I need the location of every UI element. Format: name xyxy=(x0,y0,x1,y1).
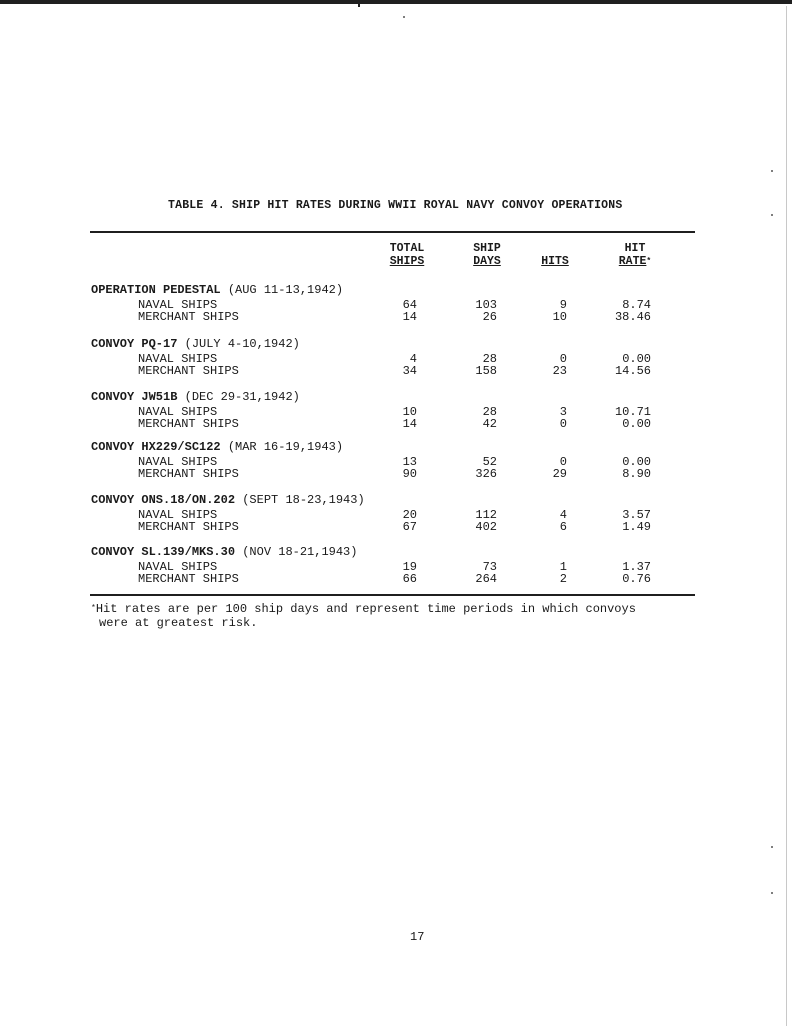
row-label: NAVAL SHIPS xyxy=(138,560,218,574)
row-label: NAVAL SHIPS xyxy=(138,298,218,312)
ship-days-cell: 28 xyxy=(482,405,497,419)
hit-rate-cell: 0.00 xyxy=(622,352,651,366)
convoy-dates: (DEC 29-31,1942) xyxy=(177,390,300,404)
total-ships-cell: 14 xyxy=(402,417,417,431)
total-ships-cell: 34 xyxy=(402,364,417,378)
convoy-title xyxy=(91,441,691,454)
page-number: 17 xyxy=(410,930,425,944)
hit-rate-cell: 1.37 xyxy=(622,560,651,574)
ship-days-cell: 73 xyxy=(482,560,497,574)
convoy-group xyxy=(91,284,691,323)
total-ships-cell: 20 xyxy=(402,508,417,522)
total-ships-cell: 4 xyxy=(409,352,417,366)
hit-rate-cell: 8.90 xyxy=(622,467,651,481)
row-label: MERCHANT SHIPS xyxy=(138,467,239,481)
header-total-line1: TOTAL xyxy=(389,242,425,255)
hit-rate-cell: 0.76 xyxy=(622,572,651,586)
header-days-line1: SHIP xyxy=(473,242,501,255)
hits-cell: 0 xyxy=(559,417,567,431)
convoy-dates: (MAR 16-19,1943) xyxy=(220,440,344,454)
hit-rate-cell: 1.49 xyxy=(622,520,651,534)
total-ships-cell: 90 xyxy=(402,467,417,481)
hits-cell: 3 xyxy=(559,405,567,419)
scan-top-border xyxy=(0,0,792,4)
ship-days-cell: 264 xyxy=(475,572,497,586)
hits-cell: 23 xyxy=(552,364,567,378)
row-label: NAVAL SHIPS xyxy=(138,405,218,419)
row-label: NAVAL SHIPS xyxy=(138,352,218,366)
convoy-group xyxy=(91,441,691,480)
convoy-name: CONVOY ONS.18/ON.202 xyxy=(91,493,236,507)
footnote-line2: were at greatest risk. xyxy=(99,616,258,630)
table-top-rule xyxy=(90,231,695,233)
convoy-name: CONVOY PQ-17 xyxy=(91,337,178,351)
ship-days-cell: 326 xyxy=(475,467,497,481)
header-total-line2: SHIPS xyxy=(389,255,425,268)
scan-speck xyxy=(403,16,405,18)
table-bottom-rule xyxy=(90,594,695,596)
convoy-dates: (NOV 18-21,1943) xyxy=(235,545,358,559)
ship-days-cell: 402 xyxy=(475,520,497,534)
convoy-name: CONVOY JW51B xyxy=(91,390,178,404)
hit-rate-cell: 0.00 xyxy=(622,417,651,431)
ship-days-cell: 112 xyxy=(475,508,497,522)
total-ships-cell: 67 xyxy=(402,520,417,534)
convoy-group xyxy=(91,338,691,377)
header-hits xyxy=(535,255,575,268)
scan-speck xyxy=(771,214,773,216)
row-label: NAVAL SHIPS xyxy=(138,455,218,469)
total-ships-cell: 64 xyxy=(402,298,417,312)
convoy-dates: (AUG 11-13,1942) xyxy=(220,283,344,297)
convoy-group xyxy=(91,546,691,585)
table-row xyxy=(91,365,691,378)
header-days-line2: DAYS xyxy=(473,255,501,268)
convoy-group xyxy=(91,494,691,533)
convoy-group xyxy=(91,391,691,430)
convoy-dates: (SEPT 18-23,1943) xyxy=(235,493,365,507)
ship-days-cell: 158 xyxy=(475,364,497,378)
header-hit-rate xyxy=(602,242,668,268)
hits-cell: 0 xyxy=(559,455,567,469)
scan-mark xyxy=(358,4,360,7)
table-title: TABLE 4. SHIP HIT RATES DURING WWII ROYAL NAVY CONVOY OPERATIONS xyxy=(168,199,623,212)
ship-days-cell: 28 xyxy=(482,352,497,366)
convoy-name: CONVOY SL.139/MKS.30 xyxy=(91,545,236,559)
hit-rate-cell: 3.57 xyxy=(622,508,651,522)
convoy-name: CONVOY HX229/SC122 xyxy=(91,440,221,454)
hit-rate-cell: 8.74 xyxy=(622,298,651,312)
row-label: MERCHANT SHIPS xyxy=(138,310,239,324)
convoy-title xyxy=(91,494,691,507)
hits-cell: 2 xyxy=(559,572,567,586)
ship-days-cell: 26 xyxy=(482,310,497,324)
row-label: MERCHANT SHIPS xyxy=(138,417,239,431)
footnote-marker: * xyxy=(91,604,96,613)
total-ships-cell: 10 xyxy=(402,405,417,419)
total-ships-cell: 19 xyxy=(402,560,417,574)
hits-cell: 4 xyxy=(559,508,567,522)
hits-cell: 1 xyxy=(559,560,567,574)
header-total-ships xyxy=(382,242,432,268)
footnote-line1: Hit rates are per 100 ship days and represent time periods in which convoys xyxy=(95,602,636,616)
header-rate-line1: HIT xyxy=(624,242,646,255)
hit-rate-cell: 38.46 xyxy=(614,310,651,324)
total-ships-cell: 13 xyxy=(402,455,417,469)
scan-speck xyxy=(771,846,773,848)
convoy-title xyxy=(91,284,691,297)
ship-days-cell: 42 xyxy=(482,417,497,431)
header-hits-label: HITS xyxy=(541,255,569,268)
page-edge xyxy=(786,6,787,1026)
hits-cell: 29 xyxy=(552,467,567,481)
hits-cell: 10 xyxy=(552,310,567,324)
ship-days-cell: 103 xyxy=(475,298,497,312)
row-label: MERCHANT SHIPS xyxy=(138,364,239,378)
hits-cell: 6 xyxy=(559,520,567,534)
hit-rate-cell: 14.56 xyxy=(614,364,651,378)
hit-rate-cell: 10.71 xyxy=(614,405,651,419)
row-label: NAVAL SHIPS xyxy=(138,508,218,522)
table-row xyxy=(91,311,691,324)
total-ships-cell: 14 xyxy=(402,310,417,324)
hits-cell: 0 xyxy=(559,352,567,366)
total-ships-cell: 66 xyxy=(402,572,417,586)
convoy-name: OPERATION PEDESTAL xyxy=(91,283,221,297)
row-label: MERCHANT SHIPS xyxy=(138,520,239,534)
row-label: MERCHANT SHIPS xyxy=(138,572,239,586)
header-rate-line2: RATE xyxy=(618,255,647,268)
ship-days-cell: 52 xyxy=(482,455,497,469)
table-row xyxy=(91,521,691,534)
table-row xyxy=(91,418,691,431)
scan-speck xyxy=(771,170,773,172)
footnote-marker: * xyxy=(646,257,652,266)
convoy-title xyxy=(91,546,691,559)
header-ship-days xyxy=(462,242,512,268)
table-footnote xyxy=(91,602,691,630)
hit-rate-cell: 0.00 xyxy=(622,455,651,469)
hits-cell: 9 xyxy=(559,298,567,312)
table-row xyxy=(91,468,691,481)
scan-speck xyxy=(771,892,773,894)
convoy-title xyxy=(91,338,691,351)
convoy-title xyxy=(91,391,691,404)
table-row xyxy=(91,573,691,586)
convoy-dates: (JULY 4-10,1942) xyxy=(177,337,300,351)
